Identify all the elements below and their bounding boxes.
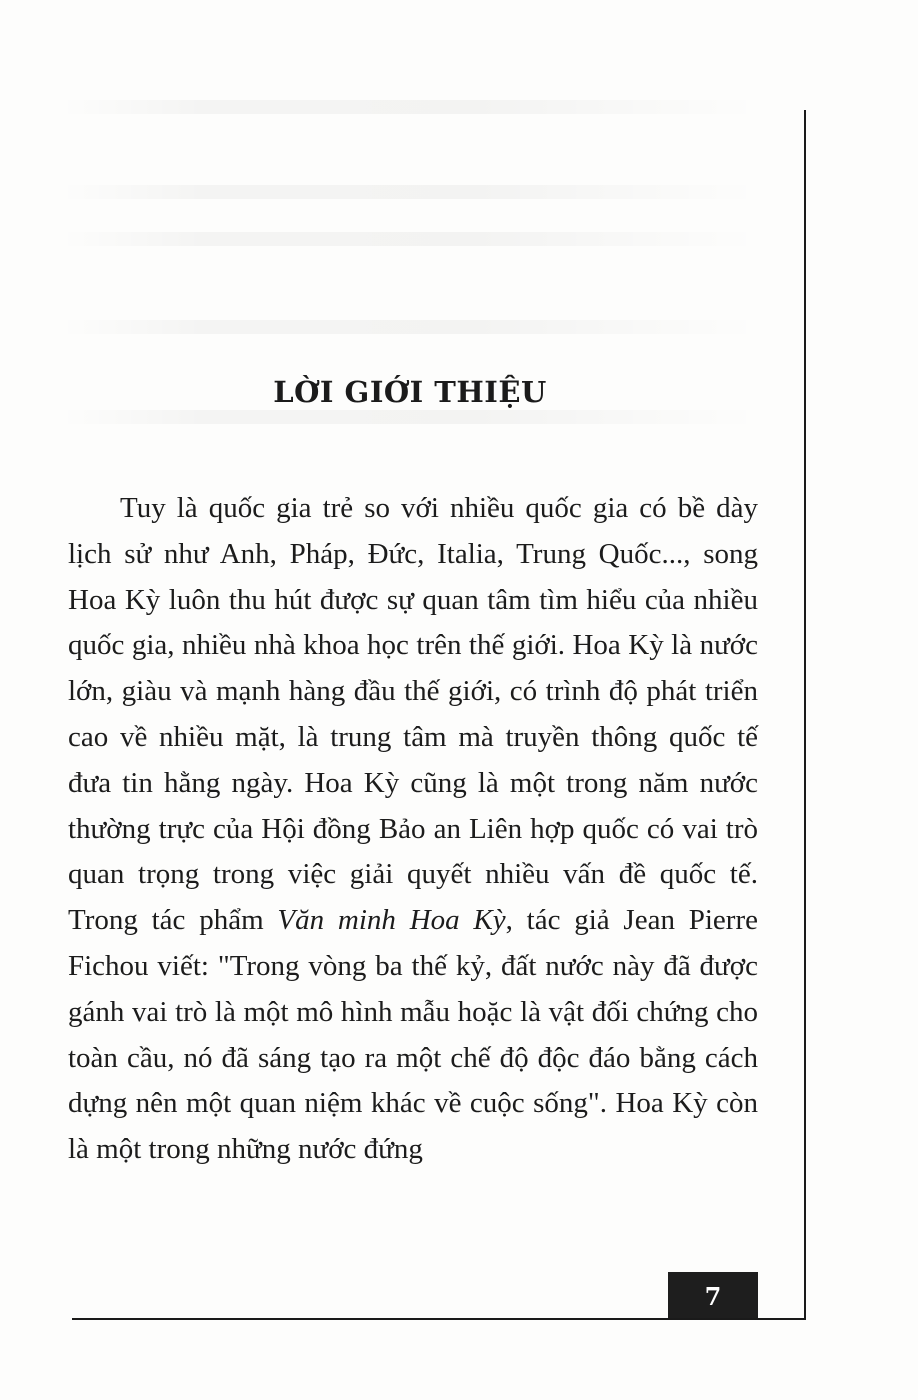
- show-through-shadow: [60, 100, 760, 114]
- body-paragraph: [68, 486, 758, 1173]
- page-title: LỜI GIỚI THIỆU: [273, 375, 547, 410]
- page-number-box: [668, 1272, 758, 1320]
- show-through-shadow: [60, 185, 760, 199]
- show-through-shadow: [60, 232, 760, 246]
- paragraph-text-part-2: , tác giả Jean Pierre Fichou viết: "Trong vòng ba thế kỷ, đất nước này đã được gánh vai trò là một mô hình mẫu hoặc là vật đối chứng cho toàn cầu, nó đã sáng tạo ra một chế độ độc đáo bằng cách dựng nên một quan niệm khác về cuộc sống". Hoa Kỳ còn là một trong những nước đứng: [68, 904, 758, 1166]
- paragraph-text-part-1: Tuy là quốc gia trẻ so với nhiều quốc gia có bề dày lịch sử như Anh, Pháp, Đức, Italia, Trung Quốc..., song Hoa Kỳ luôn thu hút được sự quan tâm tìm hiểu của nhiều quốc gia, nhiều nhà khoa học trên thế giới. Hoa Kỳ là nước lớn, giàu và mạnh hàng đầu thế giới, có trình độ phát triển cao về nhiều mặt, là trung tâm mà truyền thông quốc tế đưa tin hằng ngày. Hoa Kỳ cũng là một trong năm nước thường trực của Hội đồng Bảo an Liên hợp quốc có vai trò quan trọng trong việc giải quyết nhiều vấn đề quốc tế. Trong tác phẩm: [68, 492, 758, 937]
- page-number: 7: [704, 1281, 722, 1311]
- book-title-italic: Văn minh Hoa Kỳ: [277, 904, 506, 937]
- show-through-shadow: [60, 320, 760, 334]
- show-through-shadow: [60, 410, 760, 424]
- bottom-border-rule: [72, 1318, 806, 1320]
- right-border-rule: [804, 110, 806, 1320]
